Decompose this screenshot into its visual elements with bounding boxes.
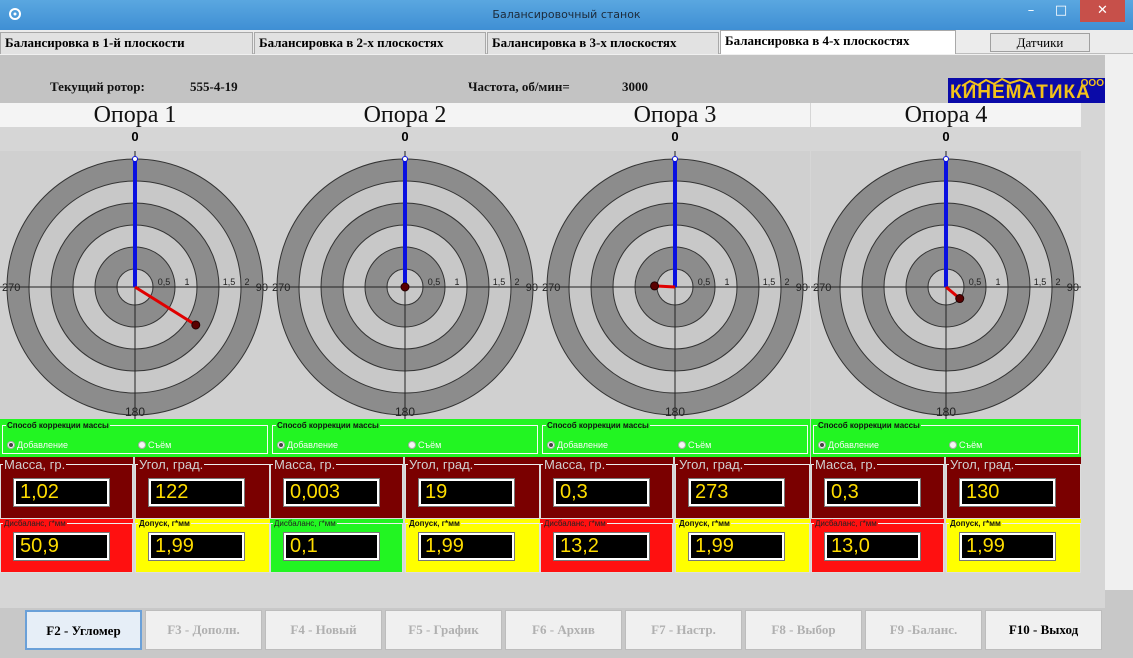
mass-box xyxy=(540,457,673,519)
mass-label: Масса, гр. xyxy=(274,457,336,472)
maximize-icon[interactable]: □ xyxy=(1054,3,1068,18)
dial-label-r15: 1,5 xyxy=(222,277,236,287)
dial-zero-label: 0 xyxy=(942,129,950,144)
correction-legend: Способ коррекции массы xyxy=(547,421,649,430)
radio-remove-circle[interactable] xyxy=(949,441,957,449)
logo-ooo: ООО xyxy=(1080,78,1104,89)
reference-tip xyxy=(673,157,678,162)
tolerance-label: Допуск, г*мм xyxy=(679,519,730,528)
close-icon[interactable]: ✕ xyxy=(1080,0,1125,22)
tolerance-box xyxy=(675,519,810,573)
tolerance-value: 1,99 xyxy=(419,533,514,560)
angle-label: Угол, град. xyxy=(409,457,474,472)
radio-remove-circle[interactable] xyxy=(138,441,146,449)
correction-legend: Способ коррекции массы xyxy=(818,421,920,430)
f3-extra-button[interactable]: F3 - Дополн. xyxy=(145,610,262,650)
dial-label-bottom: 180 xyxy=(124,405,146,419)
dial-label-r2: 2 xyxy=(244,277,250,287)
dial-label-bottom: 180 xyxy=(394,405,416,419)
radio-add[interactable] xyxy=(277,440,338,450)
radio-remove-label: Съём xyxy=(418,440,442,450)
support-panel-3 xyxy=(540,103,810,590)
tab-strip xyxy=(0,30,1133,54)
mass-label: Масса, гр. xyxy=(544,457,606,472)
dial-label-bottom: 180 xyxy=(935,405,957,419)
rotor-label: Текущий ротор: xyxy=(50,79,145,94)
panels-area xyxy=(0,103,1105,590)
panel-title: Опора 3 xyxy=(540,103,810,127)
panel-title: Опора 1 xyxy=(0,103,270,127)
radio-remove-label: Съём xyxy=(148,440,172,450)
correction-legend: Способ коррекции массы xyxy=(277,421,379,430)
window-title: Балансировочный станок xyxy=(492,8,641,21)
company-logo xyxy=(948,78,1106,103)
reference-tip xyxy=(944,157,949,162)
dial-label-left: 270 xyxy=(813,282,832,294)
mass-label: Масса, гр. xyxy=(815,457,877,472)
imbalance-value: 0,1 xyxy=(284,533,379,560)
tab-3-planes[interactable]: Балансировка в 3-х плоскостях xyxy=(487,32,719,54)
logo-text: КИНЕМАТИКА xyxy=(950,82,1091,103)
radio-add-label: Добавление xyxy=(17,440,68,450)
dial-label-r2: 2 xyxy=(1055,277,1061,287)
imbalance-label: Дисбаланс, г*мм xyxy=(544,519,606,528)
minimize-icon[interactable]: – xyxy=(1027,3,1035,18)
angle-box xyxy=(135,457,270,519)
radio-add-circle[interactable] xyxy=(547,441,555,449)
dial-label-r05: 0,5 xyxy=(427,277,441,287)
radio-remove[interactable] xyxy=(949,440,982,450)
dial-label-r05: 0,5 xyxy=(157,277,171,287)
support-panel-2 xyxy=(270,103,540,590)
dial-label-r15: 1,5 xyxy=(1033,277,1047,287)
radio-add-label: Добавление xyxy=(828,440,879,450)
reference-tip xyxy=(403,157,408,162)
dial-label-r1: 1 xyxy=(184,277,190,287)
mass-label: Масса, гр. xyxy=(4,457,66,472)
dial-label-r05: 0,5 xyxy=(697,277,711,287)
mass-value: 0,003 xyxy=(284,479,379,506)
angle-value: 19 xyxy=(419,479,514,506)
tolerance-label: Допуск, г*мм xyxy=(950,519,1001,528)
imbalance-box xyxy=(540,519,673,573)
imbalance-label: Дисбаланс, г*мм xyxy=(815,519,877,528)
dial-label-right: 90 xyxy=(255,282,268,294)
sensors-button[interactable]: Датчики xyxy=(990,33,1090,52)
frequency-label: Частота, об/мин= xyxy=(468,79,570,94)
angle-value: 130 xyxy=(960,479,1055,506)
radio-add-circle[interactable] xyxy=(7,441,15,449)
reference-tip xyxy=(133,157,138,162)
imbalance-vector-tip xyxy=(401,283,409,291)
dial-label-right: 90 xyxy=(795,282,808,294)
f4-new-button[interactable]: F4 - Новый xyxy=(265,610,382,650)
function-keys xyxy=(25,610,1105,650)
tab-2-planes[interactable]: Балансировка в 2-х плоскостях xyxy=(254,32,486,54)
imbalance-vector-tip xyxy=(192,321,200,329)
imbalance-value: 13,2 xyxy=(554,533,649,560)
dial-label-r15: 1,5 xyxy=(492,277,506,287)
dial-zero-label: 0 xyxy=(671,129,679,144)
f8-select-button[interactable]: F8 - Выбор xyxy=(745,610,862,650)
tolerance-box xyxy=(405,519,540,573)
mass-value: 0,3 xyxy=(825,479,920,506)
polar-dial xyxy=(811,151,1081,419)
tolerance-label: Допуск, г*мм xyxy=(139,519,190,528)
bottom-bar xyxy=(0,590,1133,658)
support-panel-4 xyxy=(811,103,1081,590)
angle-box xyxy=(405,457,540,519)
dial-label-r15: 1,5 xyxy=(762,277,776,287)
dial-label-right: 90 xyxy=(1066,282,1079,294)
dial-label-r05: 0,5 xyxy=(968,277,982,287)
dial-label-r2: 2 xyxy=(514,277,520,287)
radio-remove[interactable] xyxy=(678,440,711,450)
right-gutter xyxy=(1105,55,1133,590)
dial-label-left: 270 xyxy=(542,282,561,294)
imbalance-value: 50,9 xyxy=(14,533,109,560)
mass-box xyxy=(811,457,944,519)
radio-add-circle[interactable] xyxy=(277,441,285,449)
info-bar xyxy=(0,55,1105,103)
tolerance-value: 1,99 xyxy=(960,533,1055,560)
radio-remove[interactable] xyxy=(138,440,171,450)
imbalance-label: Дисбаланс, г*мм xyxy=(4,519,66,528)
mass-value: 0,3 xyxy=(554,479,649,506)
dial-label-left: 270 xyxy=(272,282,291,294)
rotor-value: 555-4-19 xyxy=(190,79,238,94)
panel-title: Опора 2 xyxy=(270,103,540,127)
tab-4-planes[interactable]: Балансировка в 4-х плоскостях xyxy=(720,30,956,54)
dial-label-left: 270 xyxy=(2,282,21,294)
radio-add[interactable] xyxy=(7,440,68,450)
f10-exit-button[interactable]: F10 - Выход xyxy=(985,610,1102,650)
tolerance-box xyxy=(946,519,1081,573)
angle-value: 122 xyxy=(149,479,244,506)
frequency-value: 3000 xyxy=(622,79,648,94)
angle-box xyxy=(946,457,1081,519)
tolerance-value: 1,99 xyxy=(689,533,784,560)
polar-dial xyxy=(540,151,810,419)
polar-dial xyxy=(270,151,540,419)
radio-add[interactable] xyxy=(547,440,608,450)
imbalance-box xyxy=(0,519,133,573)
dial-label-bottom: 180 xyxy=(664,405,686,419)
angle-label: Угол, град. xyxy=(950,457,1015,472)
radio-add-circle[interactable] xyxy=(818,441,826,449)
tolerance-value: 1,99 xyxy=(149,533,244,560)
angle-label: Угол, град. xyxy=(139,457,204,472)
f2-angle-button[interactable]: F2 - Угломер xyxy=(25,610,142,650)
imbalance-vector-tip xyxy=(651,282,659,290)
title-bar xyxy=(0,0,1133,30)
correction-method xyxy=(270,419,540,457)
dial-zero-label: 0 xyxy=(401,129,409,144)
dial-label-r1: 1 xyxy=(724,277,730,287)
mass-box xyxy=(270,457,403,519)
f9-balance-button[interactable]: F9 -Баланс. xyxy=(865,610,982,650)
tolerance-label: Допуск, г*мм xyxy=(409,519,460,528)
correction-legend: Способ коррекции массы xyxy=(7,421,109,430)
dial-label-r1: 1 xyxy=(995,277,1001,287)
imbalance-box xyxy=(811,519,944,573)
angle-label: Угол, град. xyxy=(679,457,744,472)
radio-remove-circle[interactable] xyxy=(408,441,416,449)
correction-method xyxy=(811,419,1081,457)
radio-remove[interactable] xyxy=(408,440,441,450)
radio-add[interactable] xyxy=(818,440,879,450)
support-panel-1 xyxy=(0,103,270,590)
angle-value: 273 xyxy=(689,479,784,506)
imbalance-value: 13,0 xyxy=(825,533,920,560)
correction-method xyxy=(540,419,810,457)
imbalance-vector-tip xyxy=(956,295,964,303)
radio-add-label: Добавление xyxy=(557,440,608,450)
dial-zero-label: 0 xyxy=(131,129,139,144)
radio-add-label: Добавление xyxy=(287,440,338,450)
imbalance-box xyxy=(270,519,403,573)
f6-archive-button[interactable]: F6 - Архив xyxy=(505,610,622,650)
f5-chart-button[interactable]: F5 - График xyxy=(385,610,502,650)
dial-label-right: 90 xyxy=(525,282,538,294)
polar-dial xyxy=(0,151,270,419)
dial-label-r1: 1 xyxy=(454,277,460,287)
radio-remove-label: Съём xyxy=(959,440,983,450)
mass-box xyxy=(0,457,133,519)
panel-title: Опора 4 xyxy=(811,103,1081,127)
dial-label-r2: 2 xyxy=(784,277,790,287)
tolerance-box xyxy=(135,519,270,573)
f7-settings-button[interactable]: F7 - Настр. xyxy=(625,610,742,650)
mass-value: 1,02 xyxy=(14,479,109,506)
radio-remove-label: Съём xyxy=(688,440,712,450)
angle-box xyxy=(675,457,810,519)
tab-1-plane[interactable]: Балансировка в 1-й плоскости xyxy=(0,32,253,54)
imbalance-label: Дисбаланс, г*мм xyxy=(274,519,336,528)
correction-method xyxy=(0,419,270,457)
radio-remove-circle[interactable] xyxy=(678,441,686,449)
